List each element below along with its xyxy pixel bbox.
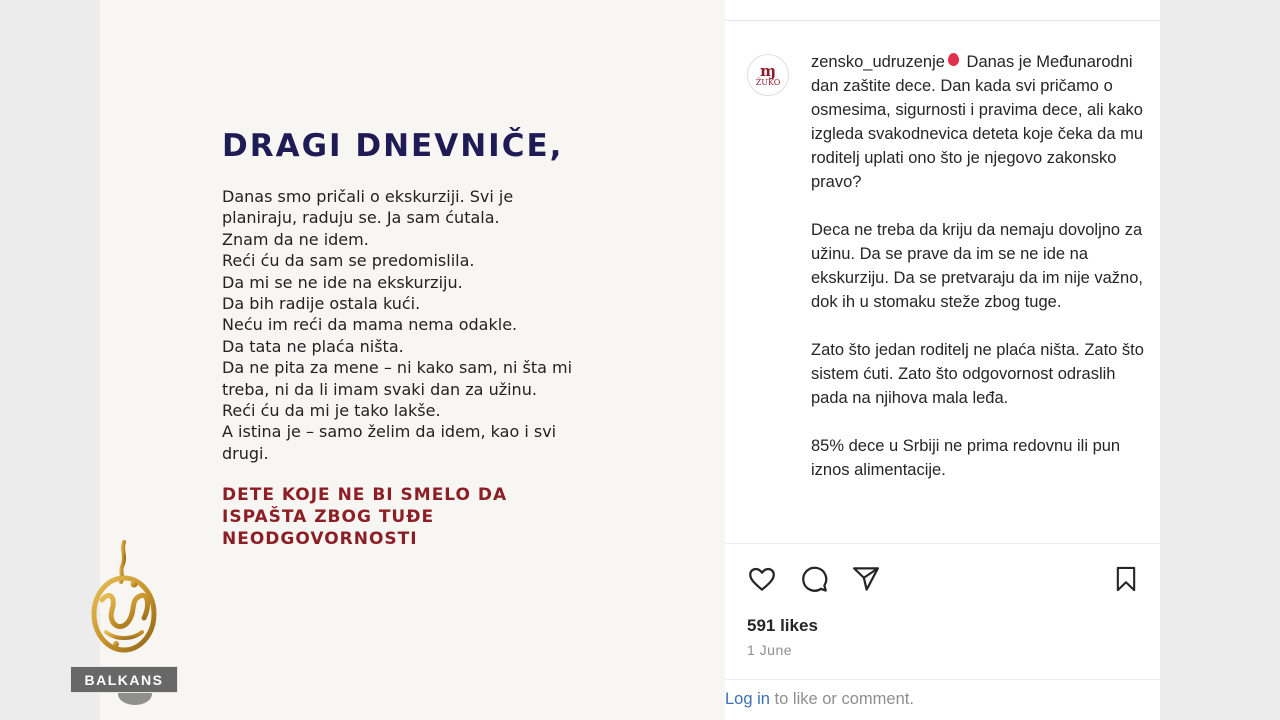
- bookmark-icon: [1112, 564, 1140, 594]
- comment-button[interactable]: [798, 563, 830, 595]
- right-gutter: [1160, 0, 1280, 720]
- panel-divider: [725, 20, 1160, 21]
- login-link[interactable]: Log in: [725, 690, 770, 708]
- caption-paragraph: [811, 50, 1146, 194]
- caption: [811, 50, 1146, 506]
- note-body: [222, 186, 622, 464]
- note-line: A istina je – samo želim da idem, kao i svi: [222, 422, 557, 442]
- caption-paragraph: Deca ne treba da kriju da nemaju dovoljno za užinu. Da se prave da im se ne ide na ekskurziju. Da se pretvaraju da im nije važno, dok ih u stomaku steže zbog tuge.: [811, 221, 1143, 311]
- note-footer-line: ISPAŠTA ZBOG TUĐE: [222, 507, 435, 527]
- username-link[interactable]: zensko_udruzenje: [811, 53, 945, 71]
- note-line: Neću im reći da mama nema odakle.: [222, 315, 518, 335]
- save-button[interactable]: [1110, 563, 1142, 595]
- note-line: Da ne pita za mene – ni kako sam, ni šta mi: [222, 358, 573, 378]
- comment-divider: [725, 679, 1160, 680]
- avatar-mark: ɱ: [760, 61, 776, 80]
- comment-icon: [799, 564, 829, 594]
- note-line: Da bih radije ostala kući.: [222, 294, 421, 314]
- avatar[interactable]: [747, 54, 789, 96]
- note-footer-line: NEODGOVORNOSTI: [222, 529, 418, 549]
- login-prompt: [725, 690, 914, 709]
- like-button[interactable]: [746, 563, 778, 595]
- caption-text: Danas je Međunarodni dan zaštite dece. Dan kada svi pričamo o osmesima, sigurnosti i pravima dece, ali kako izgleda svakodnevica deteta koje čeka da mu roditelj uplati ono što je njegovo zakonsko pravo?: [811, 53, 1144, 191]
- caption-paragraph: 85% dece u Srbiji ne prima redovnu ili pun iznos alimentacije.: [811, 437, 1121, 479]
- post-panel: [725, 0, 1160, 720]
- note-line: Reći ću da sam se predomislila.: [222, 251, 475, 271]
- channel-label: BALKANS: [70, 666, 178, 693]
- login-prompt-text: to like or comment.: [769, 690, 914, 708]
- note-line: planiraju, raduju se. Ja sam ćutala.: [222, 208, 500, 228]
- note-line: Znam da ne idem.: [222, 229, 369, 249]
- note-line: Da tata ne plaća ništa.: [222, 336, 404, 356]
- channel-logo-icon: [86, 540, 162, 656]
- share-button[interactable]: [850, 563, 882, 595]
- note-line: Danas smo pričali o ekskurziji. Svi je: [222, 187, 514, 206]
- note-line: Da mi se ne ide na ekskurziju.: [222, 272, 463, 292]
- note-footer: [222, 484, 552, 550]
- note-line: Reći ću da mi je tako lakše.: [222, 401, 441, 421]
- post-date[interactable]: 1 June: [747, 642, 793, 658]
- balloon-icon: [948, 53, 959, 66]
- note-line: treba, ni da li imam svaki dan za užinu.: [222, 379, 537, 399]
- left-gutter: [0, 0, 100, 720]
- actions-divider: [725, 543, 1160, 544]
- note-footer-line: DETE KOJE NE BI SMELO DA: [222, 485, 508, 505]
- note-line: drugi.: [222, 443, 269, 463]
- avatar-text: ŽUKO: [755, 77, 781, 87]
- post-image: [100, 0, 725, 720]
- likes-count[interactable]: 591 likes: [747, 616, 818, 635]
- caption-paragraph: Zato što jedan roditelj ne plaća ništa. Zato što sistem ćuti. Zato što odgovornost odraslih pada na njihova mala leđa.: [811, 341, 1144, 407]
- share-icon: [851, 564, 881, 594]
- heart-icon: [747, 564, 777, 594]
- note-title: DRAGI DNEVNIČE,: [222, 128, 564, 164]
